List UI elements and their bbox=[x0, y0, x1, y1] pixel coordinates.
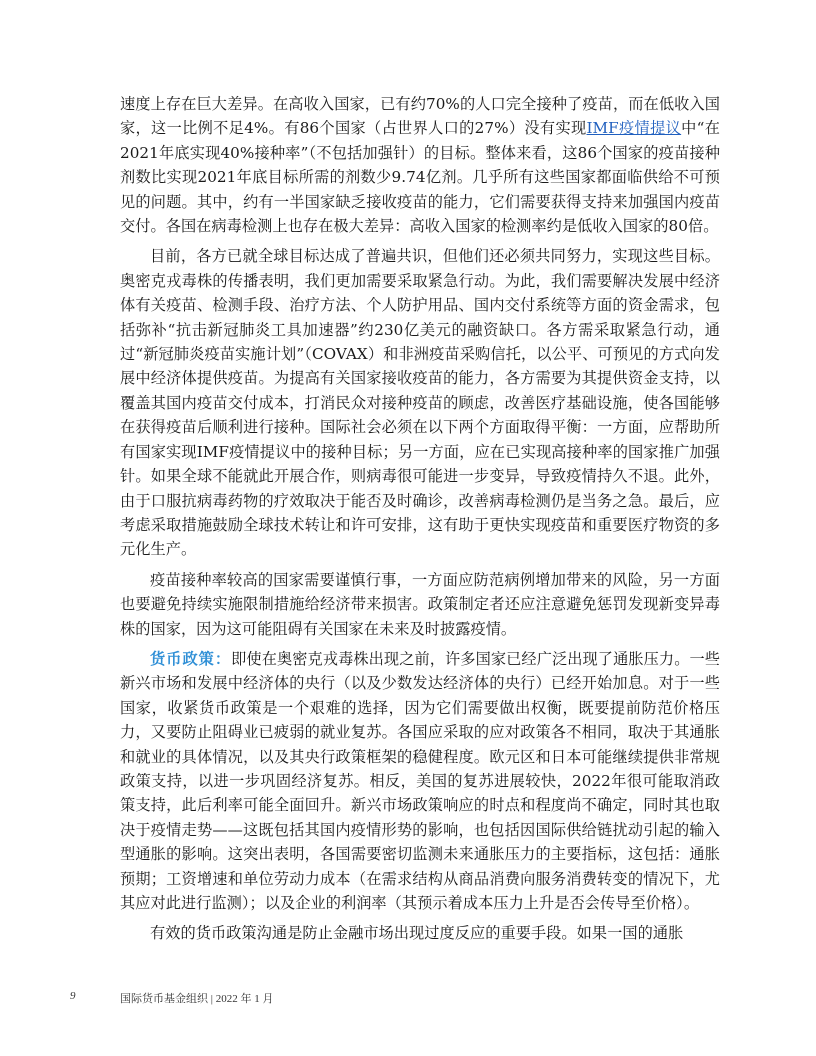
paragraph-high-vaccination-countries: 疫苗接种率较高的国家需要谨慎行事，一方面应防范病例增加带来的风险，另一方面也要避免持续实施限制措施给经济带来损害。政策制定者还应注意避免惩罚发现新变异毒株的国家，因为这可能阻碍有关国家在未来及时披露疫情。 bbox=[120, 570, 720, 638]
page-number: 9 bbox=[70, 990, 76, 1002]
paragraph-text: 中“在2021年底实现40%接种率”（不包括加强针）的目标。整体来看，这86个国家的疫苗接种剂数比实现2021年底目标所需的剂数少9.74亿剂。几乎所有这些国家都面临供给不可预见的问题。其中，约有一半国家缺乏接收疫苗的能力，它们需要获得支持来加强国内疫苗交付。各国在病毒检测上也存在极大差异：高收入国家的检测率约是低收入国家的80倍。 bbox=[120, 119, 720, 236]
paragraph-vaccination-gap bbox=[120, 92, 720, 238]
paragraph-global-targets: 目前，各方已就全球目标达成了普遍共识，但他们还必须共同努力，实现这些目标。奥密克戎毒株的传播表明，我们更加需要采取紧急行动。为此，我们需要解决发展中经济体有关疫苗、检测手段、治疗方法、个人防护用品、国内交付系统等方面的资金需求，包括弥补“抗击新冠肺炎工具加速器”约230亿美元的融资缺口。各方需采取紧急行动，通过“新冠肺炎疫苗实施计划”（COVAX）和非洲疫苗采购信托，以公平、可预见的方式向发展中经济体提供疫苗。为提高有关国家接收疫苗的能力，各方需要为其提供资金支持，以覆盖其国内疫苗交付成本，打消民众对接种疫苗的顾虑，改善医疗基础设施，使各国能够在获得疫苗后顺利进行接种。国际社会必须在以下两个方面取得平衡：一方面，应帮助所有国家实现IMF疫情提议中的接种目标；另一方面，应在已实现高接种率的国家推广加强针。如果全球不能就此开展合作，则病毒很可能进一步变异，导致疫情持久不退。此外，由于口服抗病毒药物的疗效取决于能否及时确诊，改善病毒检测仍是当务之急。最后，应考虑采取措施鼓励全球技术转让和许可安排，这有助于更快实现疫苗和重要医疗物资的多元化生产。 bbox=[120, 247, 720, 559]
paragraph-monetary-policy bbox=[120, 647, 720, 915]
imf-pandemic-proposal-link[interactable]: IMF疫情提议 bbox=[586, 119, 682, 138]
paragraph-text: 即使在奥密克戎毒株出现之前，许多国家已经广泛出现了通胀压力。一些新兴市场和发展中经济体的央行（以及少数发达经济体的央行）已经开始加息。对于一些国家，收紧货币政策是一个艰难的选择，因为它们需要做出权衡，既要提前防范价格压力，又要防止阻碍业已疲弱的就业复苏。各国应采取的应对政策各不相同，取决于其通胀和就业的具体情况，以及其央行政策框架的稳健程度。欧元区和日本可能继续提供非常规政策支持，以进一步巩固经济复苏。相反，美国的复苏进展较快，2022年很可能取消政策支持，此后利率可能全面回升。新兴市场政策响应的时点和程度尚不确定，同时其也取决于疫情走势——这既包括其国内疫情形势的影响，也包括因国际供给链扰动引起的输入型通胀的影响。这突出表明，各国需要密切监测未来通胀压力的主要指标，这包括：通胀预期；工资增速和单位劳动力成本（在需求结构从商品消费向服务消费转变的情况下，尤其应对此进行监测）；以及企业的利润率（其预示着成本压力上升是否会传导至价格）。 bbox=[120, 649, 720, 912]
document-body bbox=[120, 92, 720, 952]
monetary-policy-heading: 货币政策： bbox=[150, 649, 232, 668]
paragraph-text: 速度上存在巨大差异。在高收入国家，已有约70%的人口完全接种了疫苗，而在低收入国家，这一比例不足4%。有86个国家（占世界人口的27%）没有实现 bbox=[120, 95, 720, 138]
paragraph-policy-communication: 有效的货币政策沟通是防止金融市场出现过度反应的重要手段。如果一国的通胀 bbox=[150, 924, 684, 943]
publisher-date: 国际货币基金组织 | 2022 年 1 月 bbox=[120, 993, 274, 1005]
